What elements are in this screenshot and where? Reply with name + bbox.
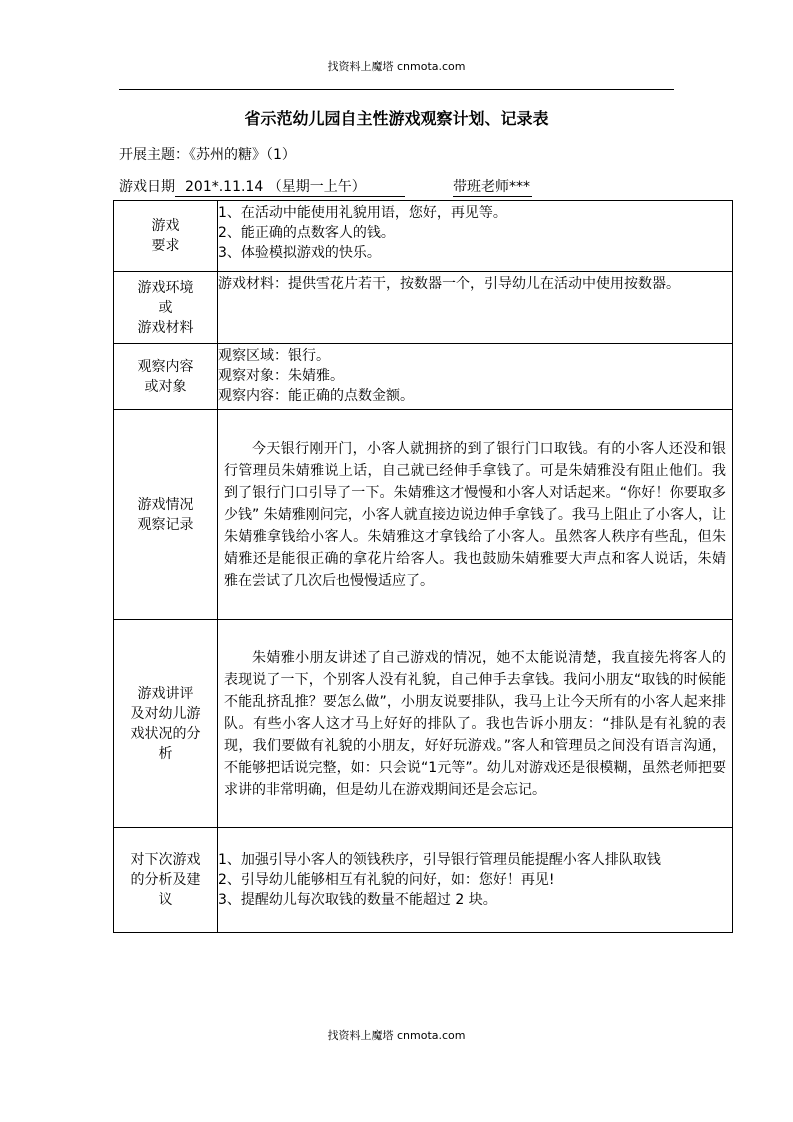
table-row-evaluation <box>114 620 733 828</box>
row-label: 观察内容 或对象 <box>114 344 218 410</box>
date-label: 游戏日期 <box>119 179 175 195</box>
row-content: 1、在活动中能使用礼貌用语，您好，再见等。 2、能正确的点数客人的钱。 3、体验模拟游戏的快乐。 <box>218 201 733 272</box>
table-row-suggestions <box>114 828 733 933</box>
row-content: 1、加强引导小客人的领钱秩序，引导银行管理员能提醒小客人排队取钱 2、引导幼儿能够相互有礼貌的问好，如：您好！再见! 3、提醒幼儿每次取钱的数量不能超过 2 块。 <box>218 828 733 933</box>
row-label: 游戏情况 观察记录 <box>114 410 218 620</box>
row-label: 游戏讲评 及对幼儿游 戏状况的分 析 <box>114 620 218 828</box>
row-label: 对下次游戏 的分析及建 议 <box>114 828 218 933</box>
observation-paragraph: 今天银行刚开门，小客人就拥挤的到了银行门口取钱。有的小客人还没和银行管理员朱婧雅说上话，自己就已经伸手拿钱了。可是朱婧雅没有阻止他们。我到了银行门口引导了一下。朱婧雅这才慢慢和小客人对话起来。“你好！你要取多少钱” 朱婧雅刚问完，小客人就直接边说边伸手拿钱了。我马上阻止了小客人，让朱婧雅拿钱给小客人。朱婧雅这才拿钱给了小客人。虽然客人秩序有些乱，但朱婧雅还是能很正确的拿花片给客人。我也鼓励朱婧雅要大声点和客人说话，朱婧雅在尝试了几次后也慢慢适应了。 <box>224 440 726 589</box>
table-row-materials <box>114 272 733 344</box>
page-header: 找资料上魔塔 cnmota.com <box>327 60 466 73</box>
header-divider <box>119 89 674 90</box>
table-row-requirements <box>114 201 733 272</box>
document-title: 省示范幼儿园自主性游戏观察计划、记录表 <box>244 109 549 128</box>
table-row-observation-target <box>114 344 733 410</box>
row-content <box>218 620 733 828</box>
teacher-value: 带班老师*** <box>453 176 532 197</box>
date-value: 201*.11.14 （星期一上午） <box>175 176 405 197</box>
observation-table <box>113 200 733 933</box>
table-row-observation-record <box>114 410 733 620</box>
theme-line: 开展主题：《苏州的糖》（1） <box>119 147 296 163</box>
row-label: 游戏 要求 <box>114 201 218 272</box>
row-content: 游戏材料：提供雪花片若干，按数器一个，引导幼儿在活动中使用按数器。 <box>218 272 733 344</box>
row-content: 观察区域：银行。 观察对象：朱婧雅。 观察内容：能正确的点数金额。 <box>218 344 733 410</box>
page-footer: 找资料上魔塔 cnmota.com <box>327 1029 466 1042</box>
row-label: 游戏环境 或 游戏材料 <box>114 272 218 344</box>
row-content <box>218 410 733 620</box>
evaluation-paragraph: 朱婧雅小朋友讲述了自己游戏的情况，她不太能说清楚，我直接先将客人的表现说了一下，个别客人没有礼貌，自己伸手去拿钱。我问小朋友“取钱的时候能不能乱挤乱推？要怎么做”，小朋友说要排队，我马上让今天所有的小客人起来排队。有些小客人这才马上好好的排队了。我也告诉小朋友：“排队是有礼貌的表现，我们要做有礼貌的小朋友，好好玩游戏。”客人和管理员之间没有语言沟通，不能够把话说完整，如：只会说“1元等”。幼儿对游戏还是很模糊，虽然老师把要求讲的非常明确，但是幼儿在游戏期间还是会忘记。 <box>224 649 726 798</box>
date-line <box>119 176 532 197</box>
